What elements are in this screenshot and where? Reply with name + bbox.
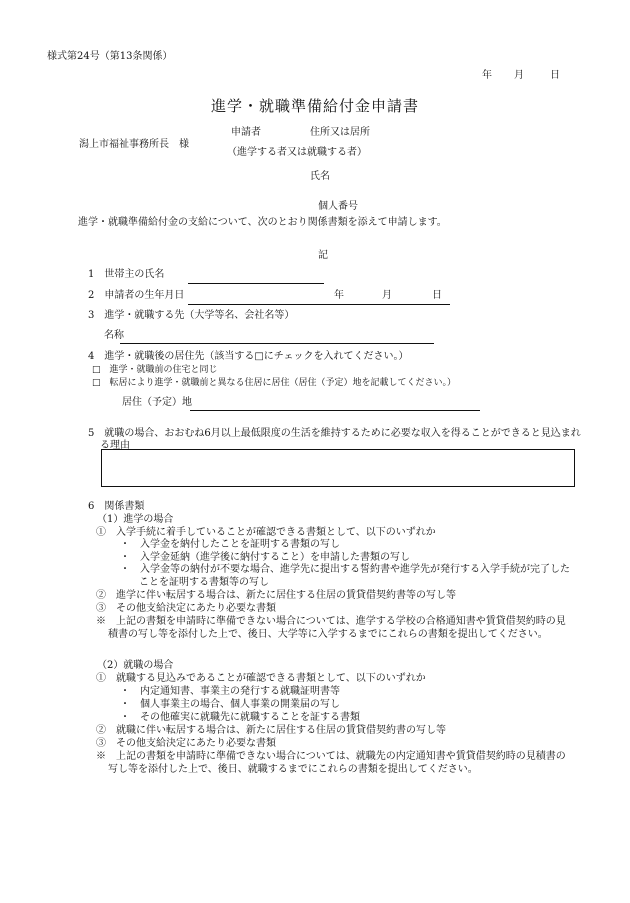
section-1-line: ・ 入学金を納付したことを証明する書類の写し <box>120 539 340 550</box>
item-1-label: 1 世帯主の氏名 <box>88 269 165 280</box>
section-1-line: ① 入学手続に着手していることが確認できる書類として、以下のいずれか <box>96 527 436 538</box>
name-label: 氏名 <box>310 171 330 182</box>
section-2-line: ・ 個人事業主の場合、個人事業の開業届の写し <box>120 699 340 710</box>
residence-option-moving[interactable]: □ 転居により進学・就職前と異なる住居に居住（居住（予定）地を記載してください。） <box>92 378 457 388</box>
section-1-header: （1）進学の場合 <box>97 514 174 525</box>
applicant-label: 申請者 <box>231 127 261 138</box>
section-1-line: ② 進学に伴い転居する場合は、新たに居住する住居の賃貸借契約書等の写し等 <box>96 590 456 601</box>
birth-day-label: 日 <box>432 290 442 301</box>
id-number-label: 個人番号 <box>318 201 358 212</box>
section-2-line: ③ その他支給決定にあたり必要な書類 <box>96 738 276 749</box>
item-6-label: 6 関係書類 <box>88 501 145 512</box>
section-1-line: ※ 上記の書類を申請時に準備できない場合については、進学する学校の合格通知書や賃貸借契約時の見 <box>96 616 566 627</box>
item-3-label: 3 進学・就職する先（大学等名、会社名等） <box>88 310 295 321</box>
planned-residence-label: 居住（予定）地 <box>122 397 192 408</box>
destination-name-line[interactable] <box>120 343 434 344</box>
residence-option-same[interactable]: □ 進学・就職前の住宅と同じ <box>92 365 218 375</box>
header-year: 年 <box>482 70 492 81</box>
section-2-line: ② 就職に伴い転居する場合は、新たに居住する住居の賃貸借契約書の写し等 <box>96 725 446 736</box>
section-2-line: 写し等を添付した上で、後日、就職するまでにこれらの書類を提出してください。 <box>108 764 478 775</box>
section-2-line: ・ 内定通知書、事業主の発行する就職証明書等 <box>120 686 340 697</box>
birth-month-label: 月 <box>382 290 392 301</box>
section-2-header: （2）就職の場合 <box>97 660 174 671</box>
section-1-line: ことを証明する書類等の写し <box>139 577 269 588</box>
recipient: 潟上市福祉事務所長 様 <box>79 139 189 150</box>
householder-name-line[interactable] <box>188 283 324 284</box>
header-day: 日 <box>550 70 560 81</box>
planned-residence-line[interactable] <box>190 410 480 411</box>
section-1-line: ・ 入学金等の納付が不要な場合、進学先に提出する誓約書や進学先が発行する入学手続が完了した <box>120 564 570 575</box>
ki-label: 記 <box>318 250 328 261</box>
applicant-sub-label: （進学する者又は就職する者） <box>227 147 367 158</box>
item-2-label: 2 申請者の生年月日 <box>88 290 185 301</box>
destination-name-label: 名称 <box>104 330 124 341</box>
birthdate-line[interactable] <box>188 304 450 305</box>
employment-reason-box[interactable] <box>101 449 575 487</box>
header-month: 月 <box>514 70 524 81</box>
section-2-line: ※ 上記の書類を申請時に準備できない場合については、就職先の内定通知書や賃貸借契約時の見積書の <box>96 751 566 762</box>
item-5-label-line2: る理由 <box>100 440 130 451</box>
intro-text: 進学・就職準備給付金の支給について、次のとおり関係書類を添えて申請します。 <box>78 217 447 228</box>
item-5-label-line1: 5 就職の場合、おおむね6月以上最低限度の生活を維持するために必要な収入を得ることができると見込まれ <box>88 428 581 439</box>
section-1-line: 積書の写し等を添付した上で、後日、大学等に入学するまでにこれらの書類を提出してください。 <box>108 629 548 640</box>
address-label: 住所又は居所 <box>310 127 370 138</box>
form-number: 様式第24号（第13条関係） <box>47 51 173 62</box>
section-2-line: ・ その他確実に就職先に就職することを証する書類 <box>120 712 360 723</box>
document-title: 進学・就職準備給付金申請書 <box>210 97 419 115</box>
section-2-line: ① 就職する見込みであることが確認できる書類として、以下のいずれか <box>96 673 426 684</box>
birth-year-label: 年 <box>334 290 344 301</box>
section-1-line: ・ 入学金延納（進学後に納付すること）を申請した書類の写し <box>120 552 410 563</box>
item-4-label: 4 進学・就職後の居住先（該当する□にチェックを入れてください。） <box>88 351 409 362</box>
section-1-line: ③ その他支給決定にあたり必要な書類 <box>96 603 276 614</box>
